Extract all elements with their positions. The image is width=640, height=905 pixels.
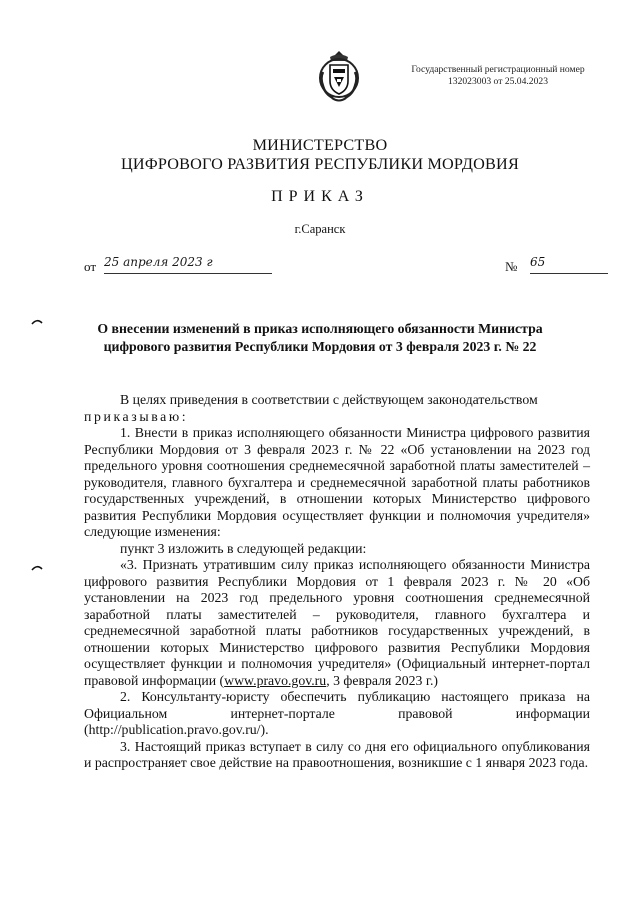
quote-text-2: , 3 февраля 2023 г.) <box>326 672 439 688</box>
date-prefix: от <box>84 259 97 274</box>
margin-mark-icon <box>31 318 43 325</box>
heading-line-2: цифрового развития Республики Мордовия от 3 февраля 2023 г. № 22 <box>103 339 537 354</box>
registration-number <box>392 64 604 88</box>
punkt-3-intro: пункт 3 изложить в следующей редакции: <box>120 540 367 556</box>
document-type: ПРИКАЗ <box>271 188 369 205</box>
date-number-row <box>84 255 608 279</box>
quote-text-1: «3. Признать утратившим силу приказ исполняющего обязанности Министра цифрового развития Республики Мордовия от 1 февраля 2023 г. № 20 «Об установлении на 2023 год предельного уровня соотношения среднемесячной заработной платы заместителей – руководителя, главного бухгалтера и среднемесячной заработной платы работников государственных учреждений, в отношении которых Министерство цифрового развития Республики Мордовия осуществляет функции и полномочия учредителя» (Официальный интернет-портал правовой информации ( <box>84 557 590 688</box>
registration-line-2: 132023003 от 25.04.2023 <box>447 76 548 87</box>
order-word: приказываю: <box>84 408 189 424</box>
margin-mark-icon <box>31 564 43 571</box>
registration-line-1: Государственный регистрационный номер <box>411 64 585 75</box>
item-2: 2. Консультанту-юристу обеспечить публикацию настоящего приказа на Официальном интернет-портале правовой информации (http://publication.pravo.gov.ru/). <box>84 689 590 737</box>
coat-of-arms-icon <box>316 48 362 104</box>
heading-line-1: О внесении изменений в приказ исполняющего обязанности Министра <box>97 321 543 336</box>
item-3: 3. Настоящий приказ вступает в силу со дня его официального опубликования и распространяет свое действие на правоотношения, возникшие с 1 января 2023 года. <box>84 738 590 770</box>
quoted-point-3 <box>84 557 590 689</box>
intro-paragraph: В целях приведения в соответствии с действующем законодательством <box>120 392 538 407</box>
document-body <box>84 392 590 772</box>
document-heading <box>80 320 560 356</box>
ministry-line-2: ЦИФРОВОГО РАЗВИТИЯ РЕСПУБЛИКИ МОРДОВИЯ <box>121 155 519 173</box>
pravo-link[interactable]: www.pravo.gov.ru <box>224 672 327 688</box>
ministry-name <box>0 136 640 174</box>
item-1: 1. Внести в приказ исполняющего обязанности Министра цифрового развития Республики Мордовия от 3 февраля 2023 г. № 22 «Об установлении на 2023 год предельного уровня соотношения среднемесячной заработной платы заместителей – руководителя, главного бухгалтера и среднемесячной заработной платы работников государственных учреждений, в отношении которых Министерство цифрового развития Республики Мордовия осуществляет функции и полномочия учредителя» следующие изменения: <box>84 425 590 539</box>
handwritten-number: 65 <box>530 255 608 274</box>
handwritten-date: 25 апреля 2023 г <box>104 255 272 274</box>
number-prefix: № <box>505 259 518 274</box>
document-city: г.Саранск <box>294 222 346 236</box>
ministry-line-1: МИНИСТЕРСТВО <box>252 136 388 154</box>
